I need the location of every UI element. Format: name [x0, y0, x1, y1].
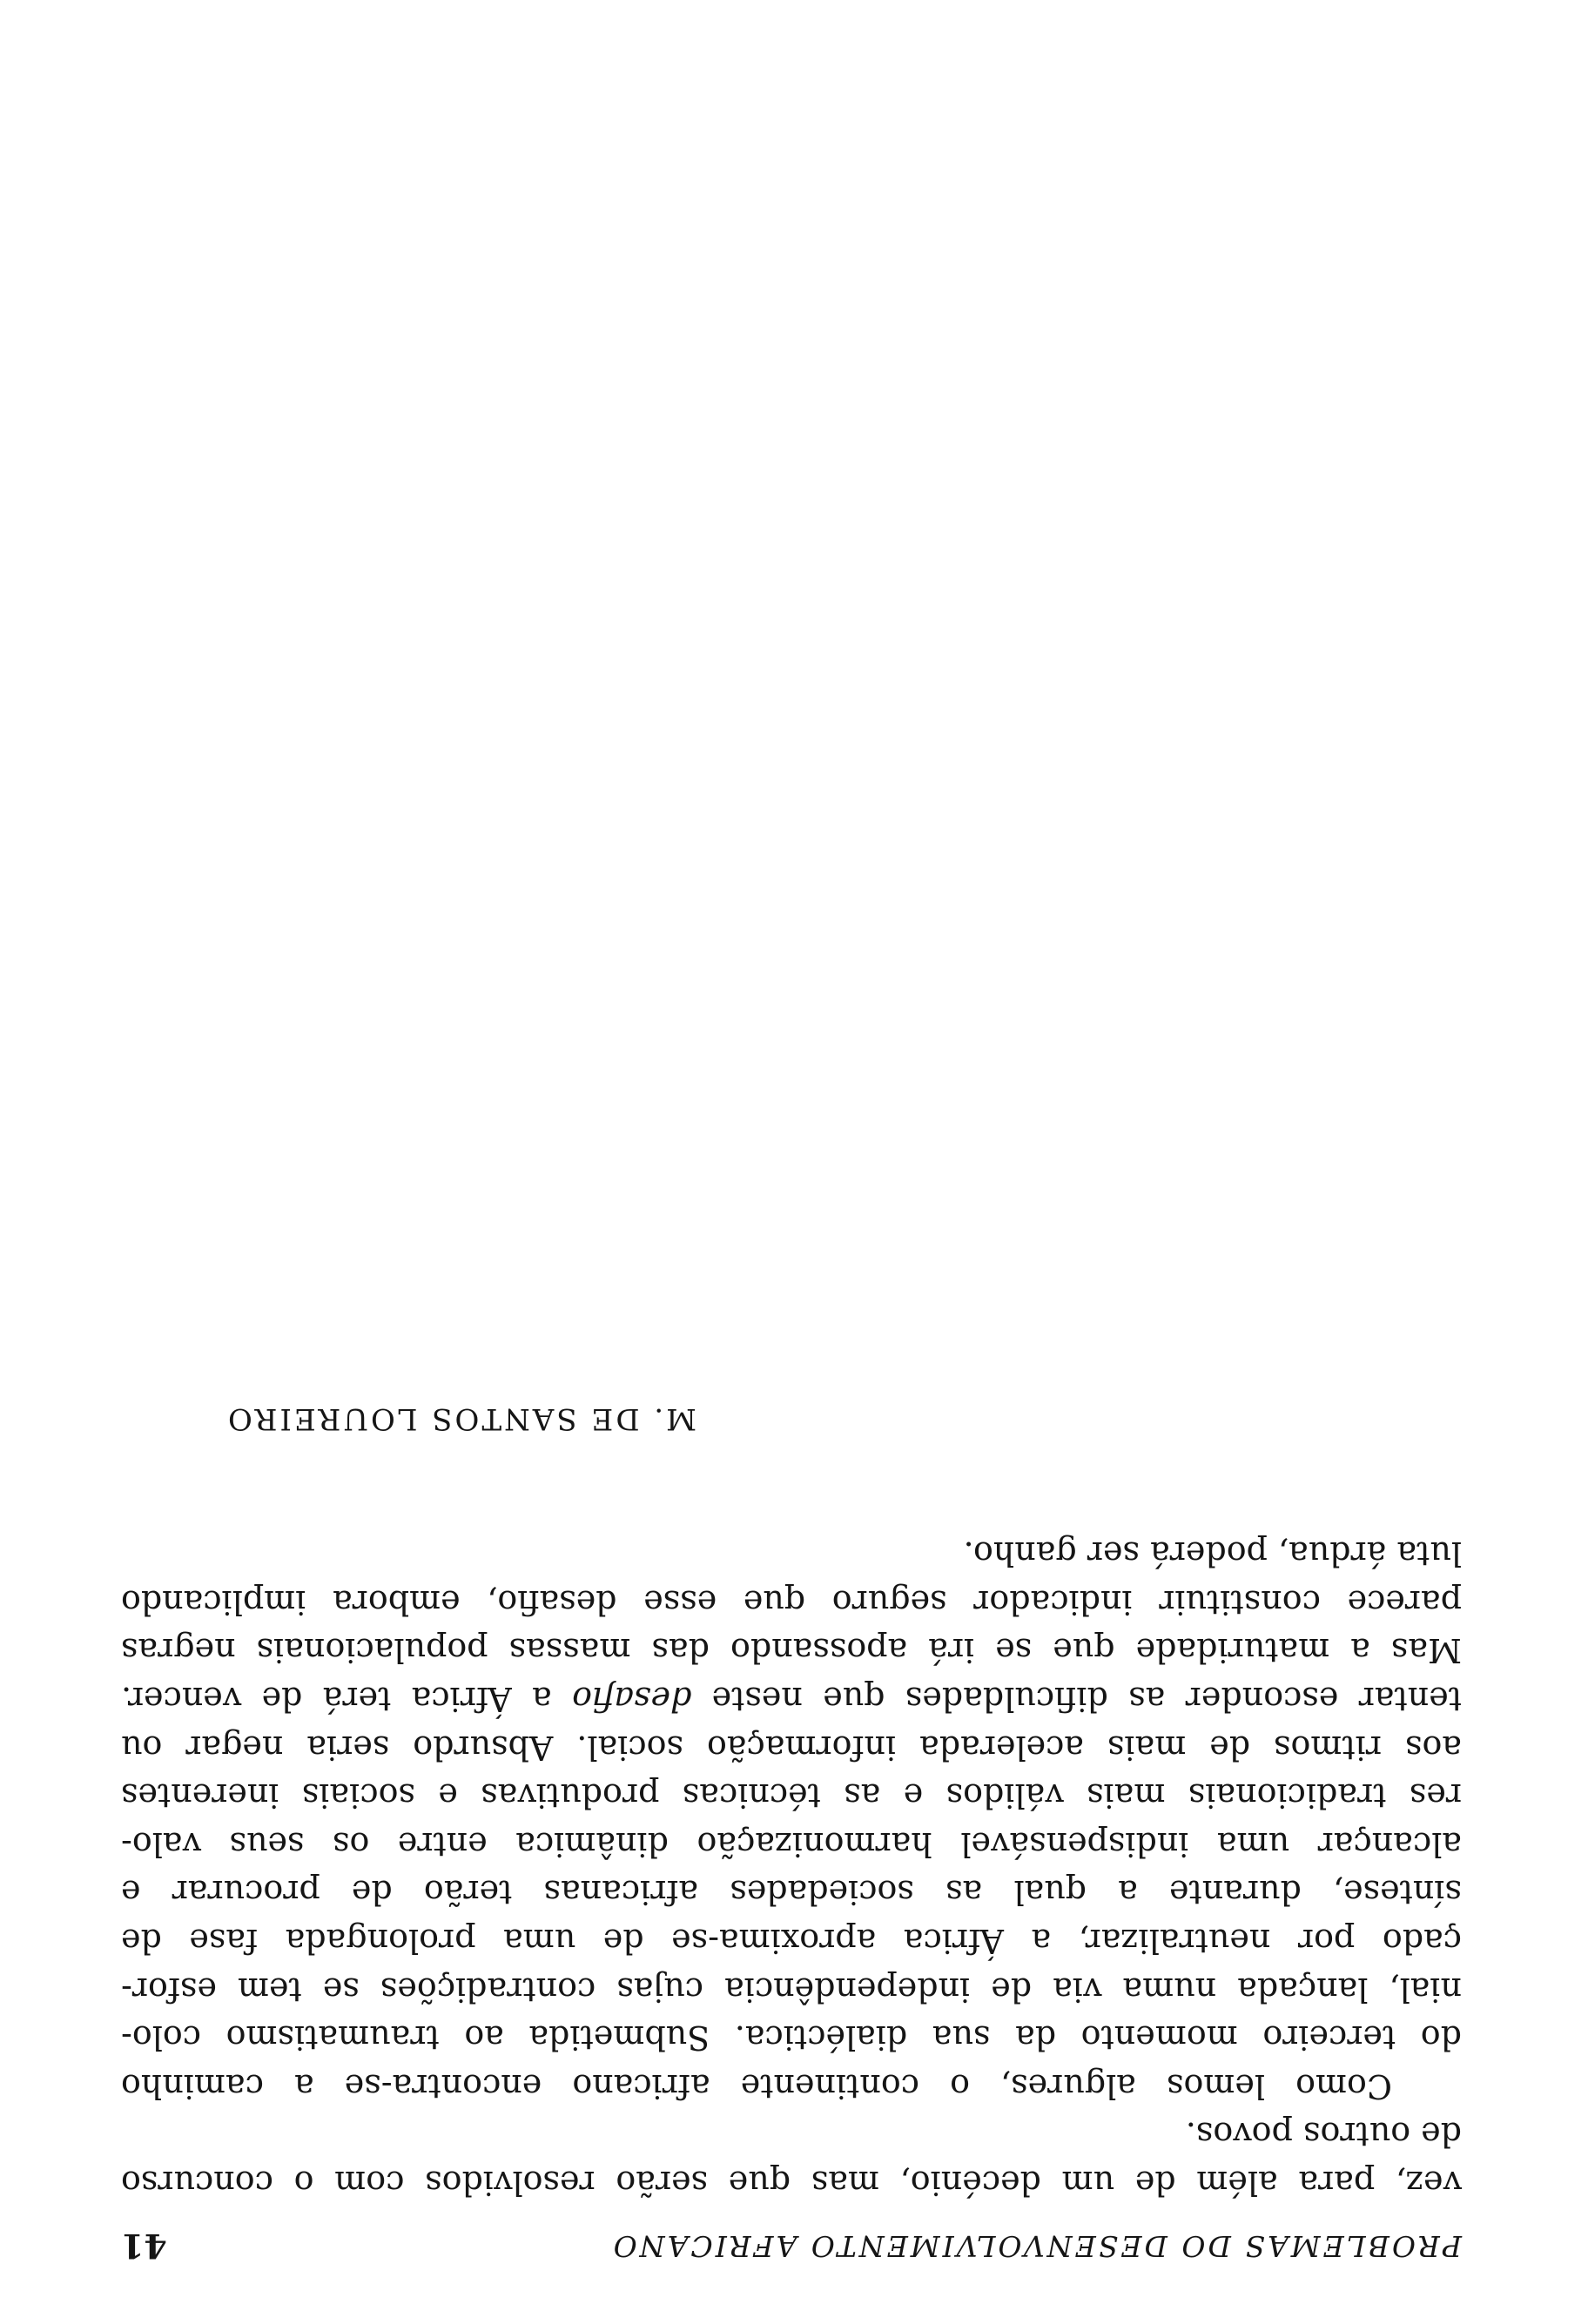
- emphasis-desafio: desafio: [572, 1680, 692, 1719]
- text-line: de outros povos.: [1185, 2115, 1462, 2154]
- text-line: vez, para além de um decénio, mas que serão resolvidos com o concurso: [121, 2164, 1462, 2202]
- running-head-title: PROBLEMAS DO DESENVOLVIMENTO AFRICANO: [610, 2229, 1462, 2263]
- text-line: nial, lançada numa via de independência cujas contradições se tem esfor-: [121, 1970, 1462, 2009]
- text-line: çado por neutralizar, a África aproxima-se de uma prolongada fase de: [121, 1922, 1462, 1961]
- body-text: [121, 1529, 1462, 2206]
- author-signature: M. DE SANTOS LOUREIRO: [225, 1401, 696, 1436]
- text-line: síntese, durante a qual as sociedades africanas terão de procurar e: [121, 1873, 1462, 1912]
- page-number: 41: [121, 2227, 167, 2266]
- text-line-with-emphasis: [121, 1674, 1462, 1723]
- text-fragment: a África terá de vencer.: [121, 1680, 573, 1719]
- text-line: do terceiro momento da sua dialéctica. Submetida ao traumatismo colo-: [121, 2018, 1462, 2058]
- text-line: alcançar uma indispensável harmonização dinâmica entre os seus valo-: [121, 1824, 1462, 1864]
- text-line: aos ritmos de mais acelerada informação social. Absurdo seria negar ou: [121, 1728, 1462, 1767]
- text-line: Como lemos algures, o continente africano encontra-se a caminho: [121, 2066, 1392, 2106]
- text-fragment: tentar esconder as dificuldades que neste: [691, 1680, 1462, 1719]
- text-line: luta árdua, poderá ser ganho.: [963, 1535, 1462, 1574]
- text-line: res tradicionais mais válidos e as técnicas produtivas e sociais inerentes: [121, 1777, 1462, 1816]
- running-head: [121, 2220, 1462, 2272]
- text-line: parece constituir indicador seguro que esse desafio, embora implicando: [121, 1582, 1462, 1622]
- text-line: Mas a maturidade que se irá apossando das massas populacionais negras: [121, 1631, 1462, 1670]
